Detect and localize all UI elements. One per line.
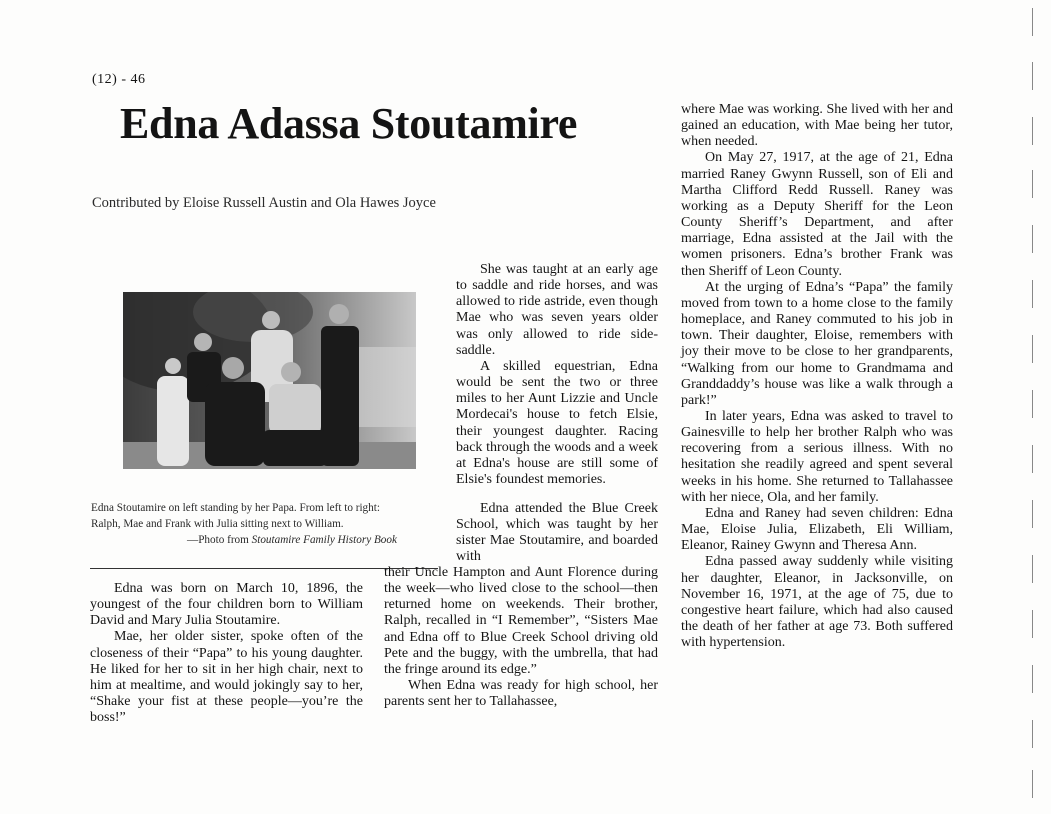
binding-mark bbox=[1022, 8, 1033, 36]
body-paragraph: When Edna was ready for high school, her parents sent her to Tallahassee, bbox=[384, 678, 658, 710]
body-paragraph: On May 27, 1917, at the age of 21, Edna married Raney Gwynn Russell, son of Eli and Martha Clifford Redd Russell. Raney was working as a Deputy Sheriff for the Leon County Sheriff’s Department, and after marriage, Edna assisted at the Jail with the women prisoners. Edna’s brother Frank was then Sheriff of Leon County. bbox=[681, 150, 953, 279]
body-paragraph: where Mae was working. She lived with her and gained an education, with Mae being her tutor, when needed. bbox=[681, 102, 953, 150]
binding-mark bbox=[1022, 62, 1033, 90]
binding-mark bbox=[1022, 170, 1033, 198]
family-photo bbox=[123, 292, 416, 469]
photo-credit-prefix: —Photo from bbox=[187, 534, 252, 546]
body-paragraph: Edna and Raney had seven children: Edna Mae, Eloise Julia, Elizabeth, Eli William, Eleanor, Rainey Gwynn and Theresa Ann. bbox=[681, 505, 953, 554]
binding-mark bbox=[1022, 445, 1033, 473]
caption-line-1: Edna Stoutamire on left standing by her Papa. From left to right: bbox=[91, 502, 380, 514]
body-paragraph: In later years, Edna was asked to travel to Gainesville to help her brother Ralph who was recovering from a serious illness. With no hesitation she readily agreed and spent several weeks in his home. She returned to Tallahassee with her niece, Ola, and her family. bbox=[681, 408, 953, 505]
binding-mark bbox=[1022, 390, 1033, 418]
body-column-left bbox=[90, 581, 363, 726]
binding-mark bbox=[1022, 280, 1033, 308]
body-paragraph: A skilled equestrian, Edna would be sent the two or three miles to her Aunt Lizzie and Uncle Mordecai's house to fetch Elsie, their youngest daughter. Racing back through the woods and a week at Edna's house are still some of Elsie's foundest memories. bbox=[456, 358, 658, 488]
photo-credit-source: Stoutamire Family History Book bbox=[251, 534, 397, 546]
body-column-right bbox=[681, 102, 953, 651]
body-paragraph: Edna was born on March 10, 1896, the youngest of the four children born to William David and Mary Julia Stoutamire. bbox=[90, 581, 363, 629]
binding-mark bbox=[1022, 335, 1033, 363]
body-column-middle-narrow bbox=[456, 501, 658, 566]
body-paragraph: Edna attended the Blue Creek School, which was taught by her sister Mae Stoutamire, and boarded with bbox=[456, 501, 658, 565]
body-column-middle-top bbox=[456, 262, 658, 488]
binding-mark bbox=[1022, 225, 1033, 253]
contributor-line: Contributed by Eloise Russell Austin and Ola Hawes Joyce bbox=[92, 195, 436, 211]
binding-mark bbox=[1022, 555, 1033, 583]
binding-mark bbox=[1022, 770, 1033, 798]
page-number: (12) - 46 bbox=[92, 72, 146, 87]
binding-mark bbox=[1022, 720, 1033, 748]
binding-mark bbox=[1022, 500, 1033, 528]
binding-mark bbox=[1022, 610, 1033, 638]
caption-line-2: Ralph, Mae and Frank with Julia sitting next to William. bbox=[91, 518, 344, 530]
binding-mark bbox=[1022, 665, 1033, 693]
body-column-middle-wide bbox=[384, 565, 658, 710]
photo-fence bbox=[353, 347, 416, 427]
body-paragraph: Mae, her older sister, spoke often of the closeness of their “Papa” to his young daughter. He liked for her to sit in her high chair, next to him at mealtime, and would jokingly say to her, “Shake your fist at these people—you’re the boss!” bbox=[90, 629, 363, 726]
photo-caption bbox=[91, 500, 441, 548]
body-paragraph: She was taught at an early age to saddle and ride horses, and was allowed to ride astride, even though Mae who was seven years older was only allowed to ride side-saddle. bbox=[456, 262, 658, 358]
body-paragraph: At the urging of Edna’s “Papa” the family moved from town to a home close to the family homeplace, and Raney commuted to his job in town. Their daughter, Eloise, remembers with joy their move to be close to her grandparents, “Walking from our home to Grandmama and Granddaddy’s house was like a walk through a park!” bbox=[681, 279, 953, 408]
body-paragraph: Edna passed away suddenly while visiting her daughter, Eleanor, in Jacksonville, on November 16, 1971, at the age of 75, due to congestive heart failure, which had also caused the death of her father at age 73. Both suffered with hypertension. bbox=[681, 554, 953, 651]
photo-credit bbox=[91, 532, 441, 548]
body-paragraph: their Uncle Hampton and Aunt Florence during the week—who lived close to the school—then returned home on weekends. Their brother, Ralph, recalled in “I Remember”, “Sisters Mae and Edna off to Blue Creek School driving old Pete and the buggy, with the umbrella, that had the fringe around its edge.” bbox=[384, 565, 658, 677]
binding-mark bbox=[1022, 117, 1033, 145]
article-title: Edna Adassa Stoutamire bbox=[120, 99, 578, 148]
